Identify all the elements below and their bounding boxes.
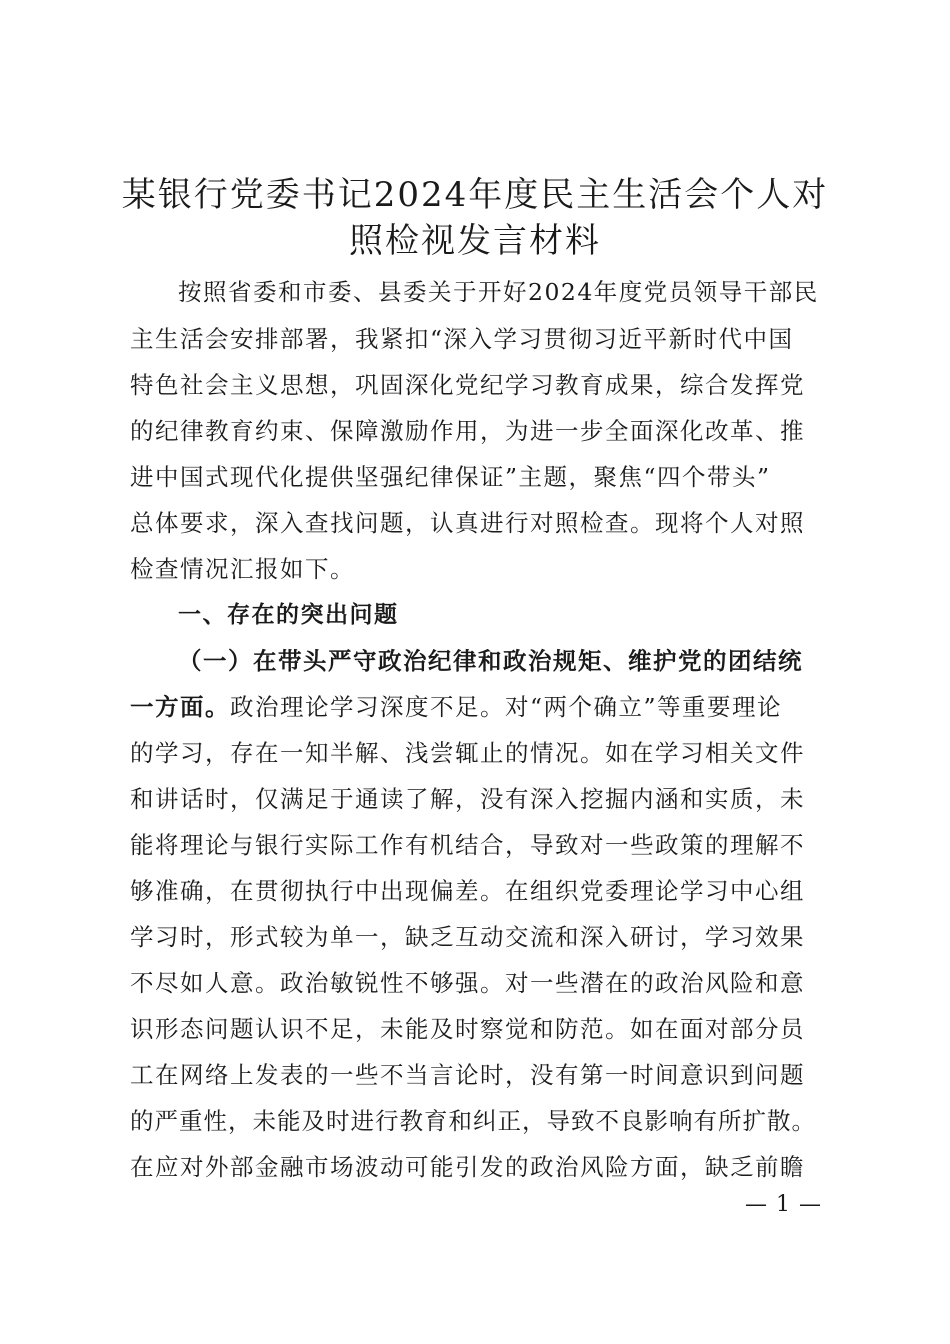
body-line-3: 能将理论与银行实际工作有机结合，导致对一些政策的理解不 xyxy=(130,831,805,859)
document-title-line-2: 照检视发言材料 xyxy=(349,221,601,261)
intro-line-1: 按照省委和市委、县委关于开好2024年度党员领导干部民 xyxy=(178,278,819,306)
body-line-8: 工在网络上发表的一些不当言论时，没有第一时间意识到问题 xyxy=(130,1061,805,1089)
intro-line-2: 主生活会安排部署，我紧扣“深入学习贯彻习近平新时代中国 xyxy=(130,325,794,353)
sub-heading-text-2: 一方面。 xyxy=(130,693,230,721)
page-number: — 1 — xyxy=(745,1192,822,1217)
document-title-line-1: 某银行党委书记2024年度民主生活会个人对 xyxy=(121,175,829,215)
intro-line-3: 特色社会主义思想，巩固深化党纪学习教育成果，综合发挥党 xyxy=(130,371,805,399)
body-line-6: 不尽如人意。政治敏锐性不够强。对一些潜在的政治风险和意 xyxy=(130,969,805,997)
body-line-1: 的学习，存在一知半解、浅尝辄止的情况。如在学习相关文件 xyxy=(130,739,805,767)
body-line-2: 和讲话时，仅满足于通读了解，没有深入挖掘内涵和实质，未 xyxy=(130,785,805,813)
body-line-9: 的严重性，未能及时进行教育和纠正，导致不良影响有所扩散。 xyxy=(130,1107,816,1135)
intro-line-6: 总体要求，深入查找问题，认真进行对照检查。现将个人对照 xyxy=(130,509,805,537)
body-line-10: 在应对外部金融市场波动可能引发的政治风险方面，缺乏前瞻 xyxy=(130,1153,805,1181)
sub-heading-text-1: （一）在带头严守政治纪律和政治规矩、维护党的团结统 xyxy=(178,647,803,675)
body-text-start: 政治理论学习深度不足。对“两个确立”等重要理论 xyxy=(230,693,783,721)
body-line-4: 够准确，在贯彻执行中出现偏差。在组织党委理论学习中心组 xyxy=(130,877,805,905)
intro-line-4: 的纪律教育约束、保障激励作用，为进一步全面深化改革、推 xyxy=(130,417,805,445)
section-heading: 一、存在的突出问题 xyxy=(178,602,399,628)
sub-heading-line-1 xyxy=(178,645,823,677)
intro-line-5: 进中国式现代化提供坚强纪律保证”主题，聚焦“四个带头” xyxy=(130,463,771,491)
intro-line-7: 检查情况汇报如下。 xyxy=(130,555,355,583)
body-line-7: 识形态问题认识不足，未能及时察觉和防范。如在面对部分员 xyxy=(130,1015,805,1043)
sub-heading-line-2 xyxy=(130,691,820,723)
body-line-5: 学习时，形式较为单一，缺乏互动交流和深入研讨，学习效果 xyxy=(130,923,805,951)
